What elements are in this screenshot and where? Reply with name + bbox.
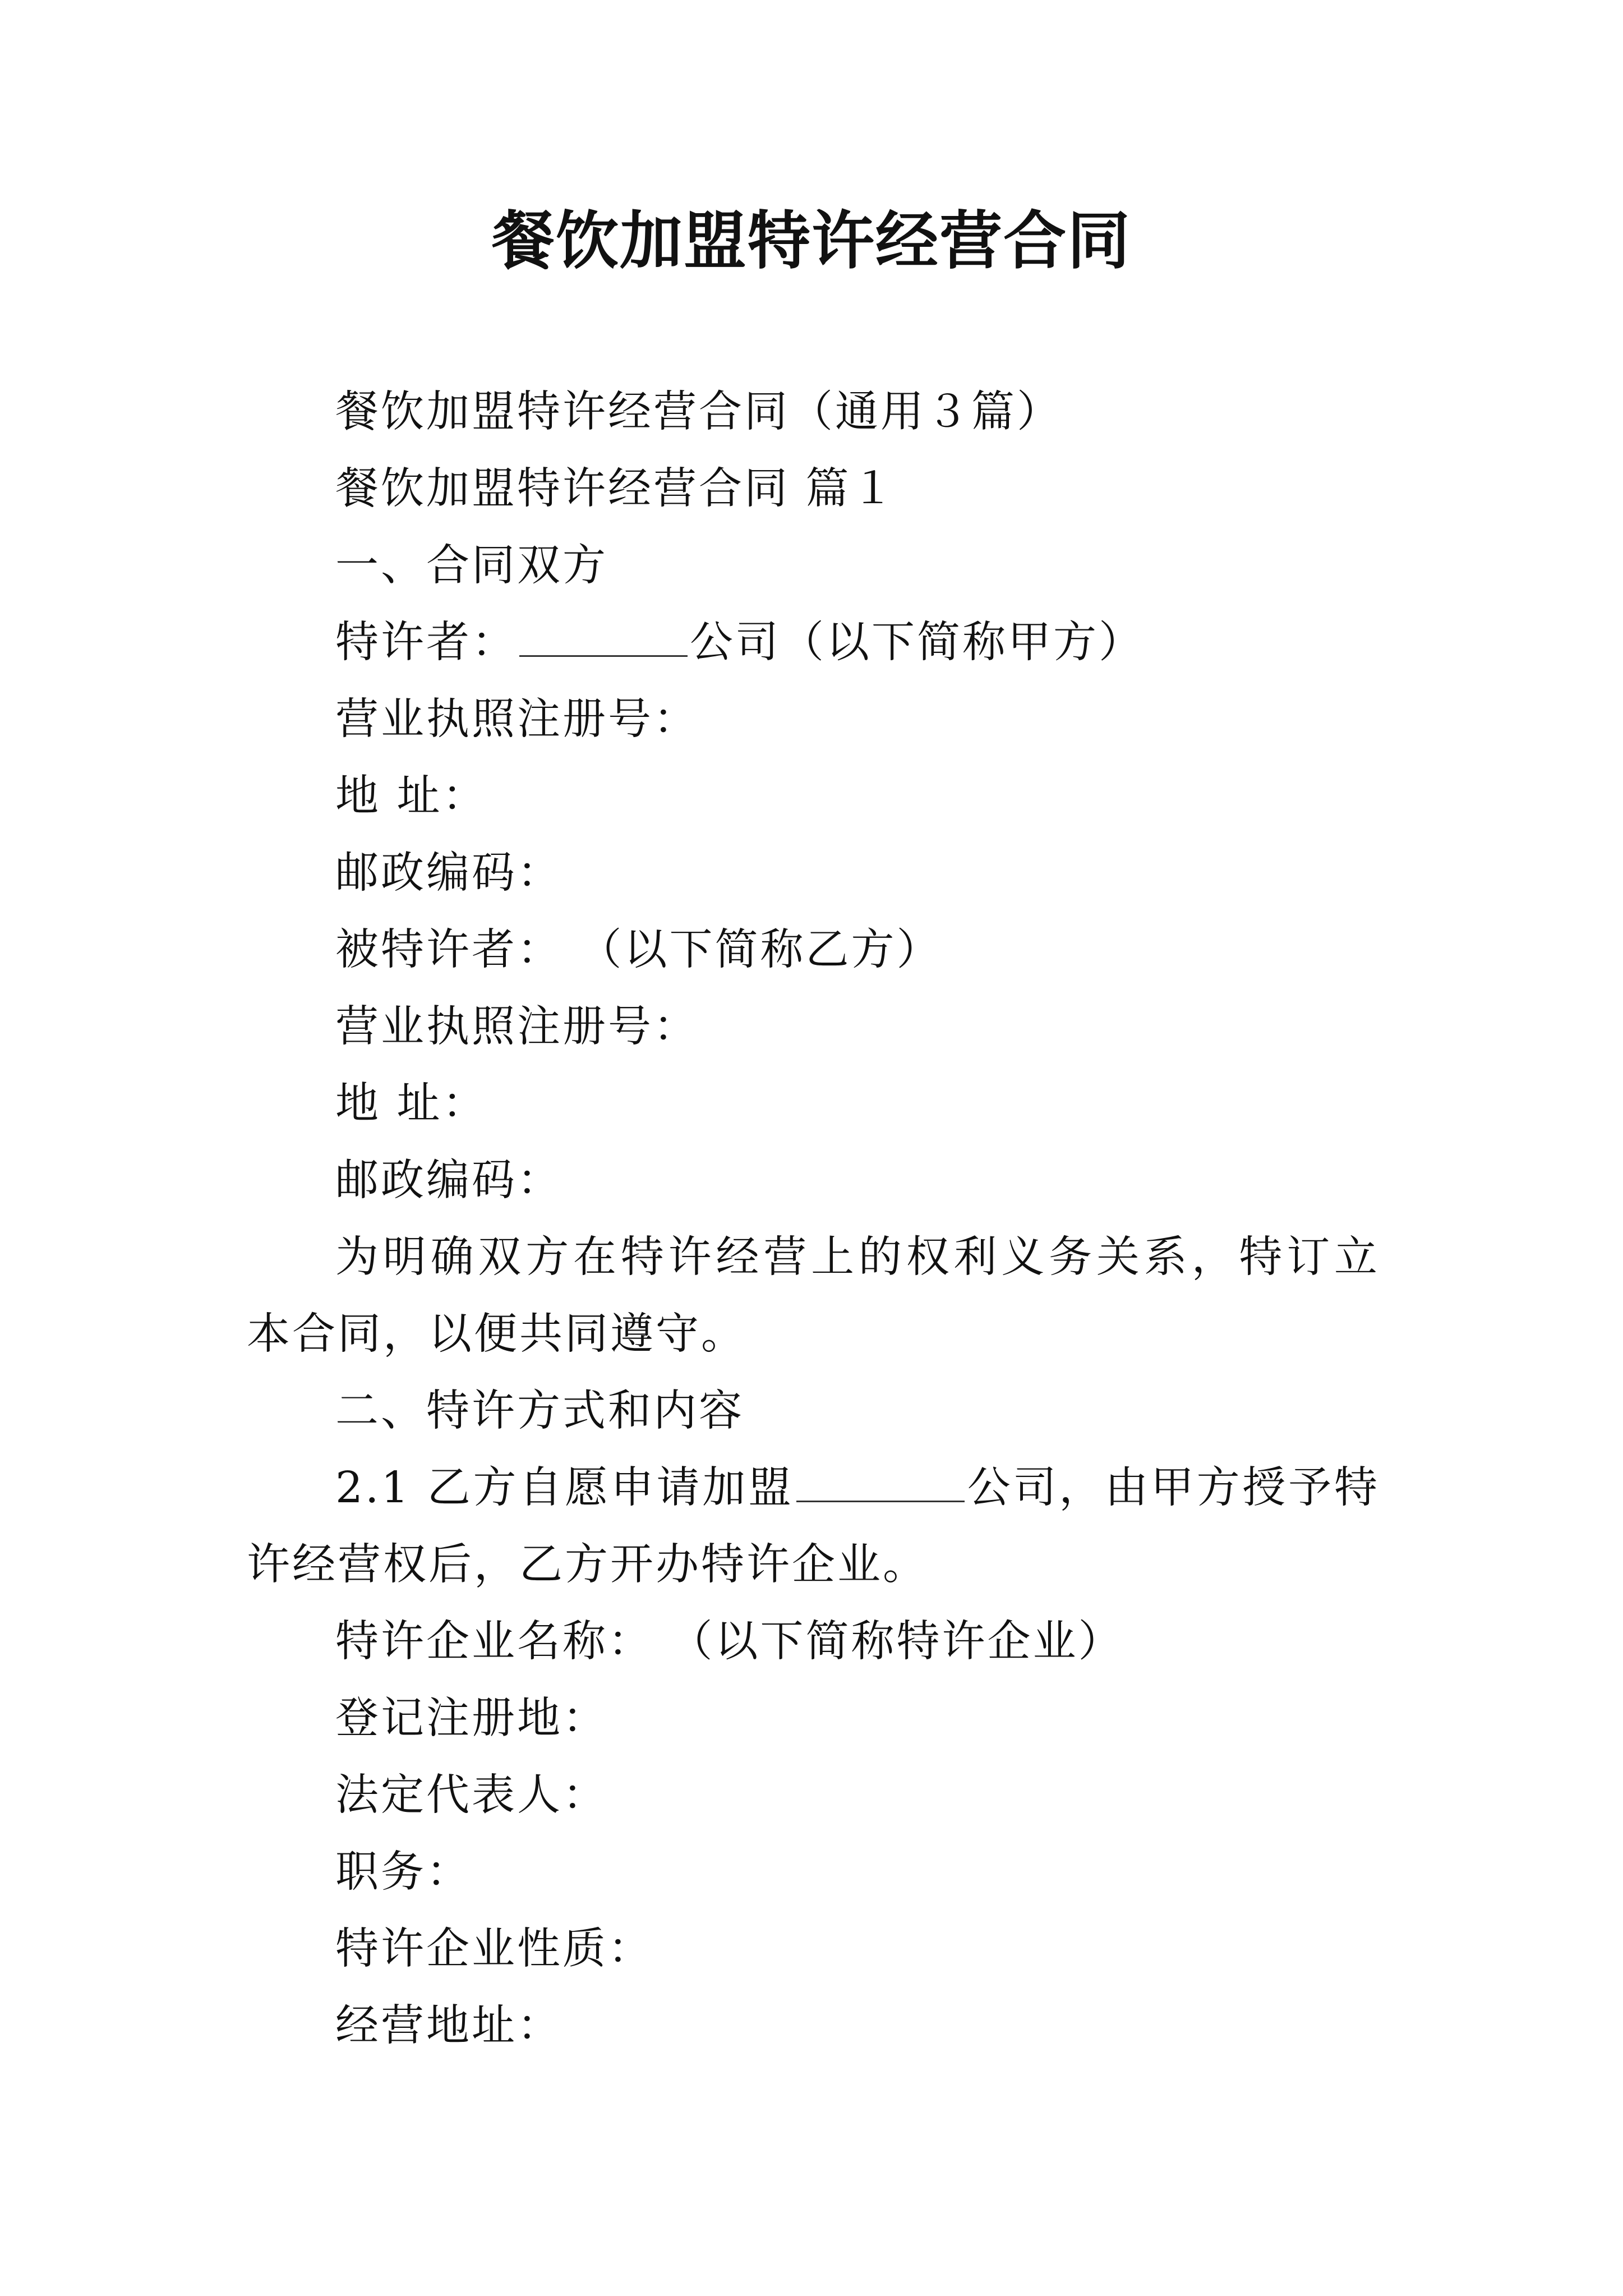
clause-heading-franchise-method: 二、特许方式和内容 xyxy=(335,1386,744,1436)
franchisee-license-line: 营业执照注册号： xyxy=(335,1002,699,1052)
enterprise-nature-line: 特许企业性质： xyxy=(335,1924,653,1974)
franchisor-suffix: 公司（以下简称甲方） xyxy=(690,618,1144,668)
clause-2-1-rest: 公司，由甲方授予特许经营权后，乙方开办特许企业。 xyxy=(247,1463,1380,1590)
subtitle-line: 餐饮加盟特许经营合同（通用３篇） xyxy=(335,387,1062,437)
legal-representative-line: 法定代表人： xyxy=(335,1770,608,1820)
registration-place-line: 登记注册地： xyxy=(335,1694,608,1743)
franchisor-label: 特许者： xyxy=(335,618,517,668)
clause-2-1-lead: 2.1 乙方自愿申请加盟 xyxy=(335,1463,794,1513)
company-name-blank xyxy=(796,1460,965,1502)
franchisor-blank xyxy=(519,615,688,657)
document-body xyxy=(247,374,1380,2064)
franchisor-address-line: 地 址： xyxy=(335,771,488,821)
document-title: 餐饮加盟特许经营合同 xyxy=(492,204,1131,278)
franchisor-license-line: 营业执照注册号： xyxy=(335,694,699,744)
clause-2-1-paragraph xyxy=(247,1450,1380,1603)
franchisee-address-line: 地 址： xyxy=(335,1079,488,1129)
clause-heading-parties: 一、合同双方 xyxy=(335,541,608,591)
purpose-paragraph: 为明确双方在特许经营上的权利义务关系，特订立本合同，以便共同遵守。 xyxy=(247,1232,1380,1359)
franchisee-line: 被特许者： （以下简称乙方） xyxy=(335,925,942,975)
position-line: 职务： xyxy=(335,1847,472,1897)
franchisor-line xyxy=(247,604,1380,681)
section-heading-part1: 餐饮加盟特许经营合同 篇１ xyxy=(335,464,897,514)
franchisee-postcode-line: 邮政编码： xyxy=(335,1156,562,1205)
franchise-enterprise-name-line: 特许企业名称： （以下简称特许企业） xyxy=(335,1617,1124,1667)
business-address-line: 经营地址： xyxy=(335,2001,562,2051)
franchisor-postcode-line: 邮政编码： xyxy=(335,848,562,898)
